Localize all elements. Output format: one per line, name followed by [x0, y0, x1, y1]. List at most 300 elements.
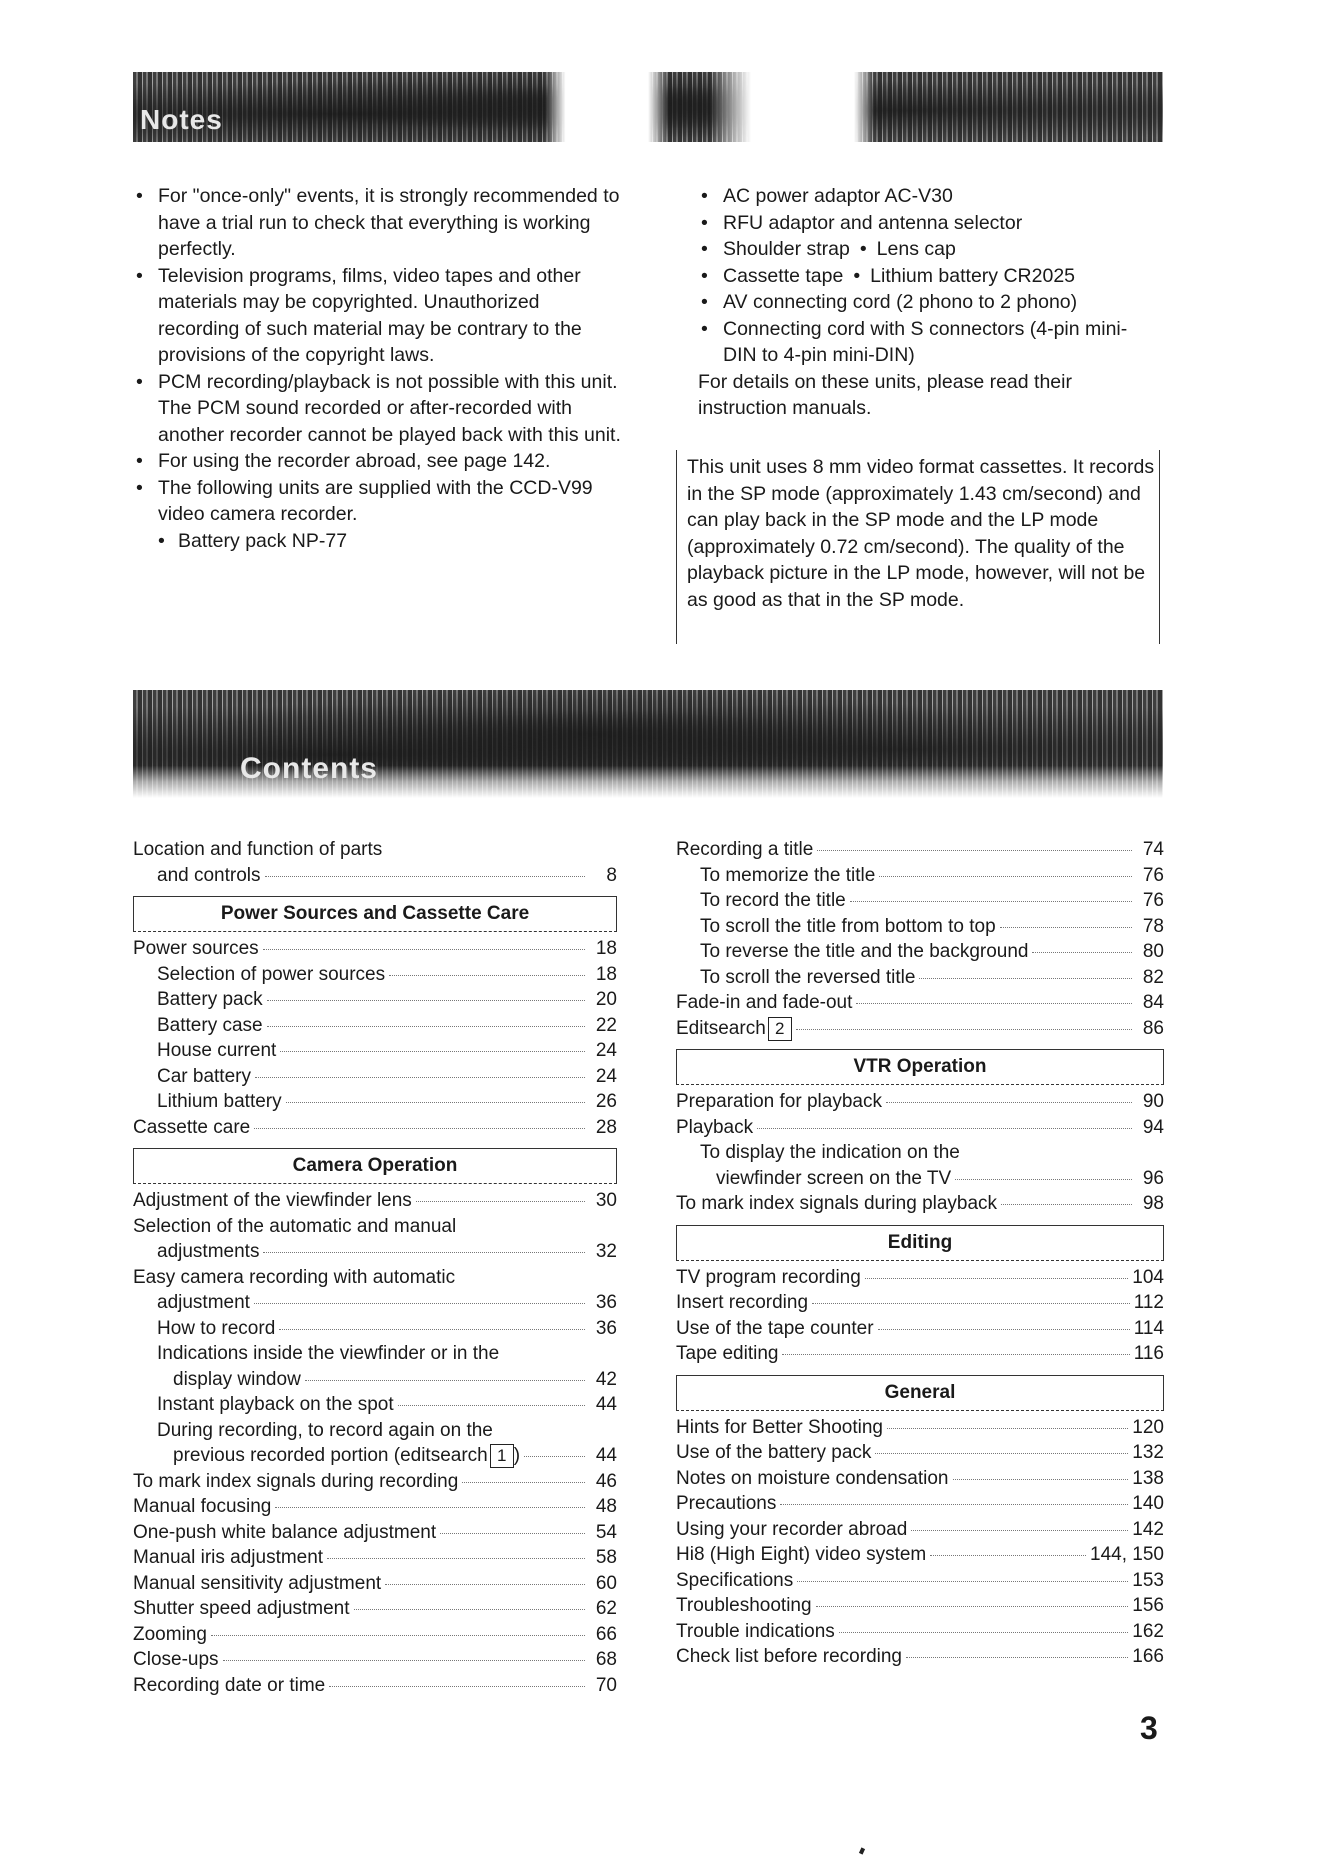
toc-page-number: 22: [595, 1014, 617, 1036]
toc-entry-text: To mark index signals during recording: [133, 1470, 459, 1492]
dot-leader: [254, 1303, 585, 1304]
dot-leader: [286, 1102, 585, 1103]
toc-entry: [133, 1392, 617, 1418]
toc-page-number: 140: [1132, 1493, 1164, 1514]
toc-entry: [676, 837, 1164, 863]
toc-entry-text: Battery pack: [157, 989, 263, 1010]
toc-section-heading: Power Sources and Cassette Care: [133, 896, 617, 932]
toc-page-number: 8: [606, 864, 617, 886]
toc-entry-title: [157, 1316, 275, 1342]
toc-entry-text: To reverse the title and the background: [700, 941, 1029, 962]
toc-entry-row: [676, 888, 1164, 914]
dot-leader: [850, 901, 1132, 902]
toc-entry-title: [157, 1013, 263, 1039]
dot-leader: [816, 1606, 1129, 1607]
dot-leader: [254, 1128, 585, 1129]
toc-entry-title: [676, 1466, 949, 1492]
toc-page-number: 70: [595, 1674, 617, 1696]
editsearch-number-box: 1: [490, 1444, 514, 1468]
toc-entry: [676, 1491, 1164, 1517]
toc-entry: [676, 1016, 1164, 1042]
toc-entry-text: Car battery: [157, 1065, 251, 1087]
dot-leader: [263, 949, 585, 950]
dot-leader: [886, 1102, 1132, 1103]
toc-entry: [133, 1265, 617, 1316]
dot-leader: [255, 1077, 585, 1078]
toc-entry-text: Hints for Better Shooting: [676, 1416, 883, 1438]
toc-entry: [676, 1644, 1164, 1670]
toc-entry: [676, 1568, 1164, 1594]
dot-leader: [1032, 952, 1132, 953]
dot-leader: [416, 1201, 585, 1202]
bullet-separator: •: [859, 238, 867, 260]
toc-left-column: [133, 837, 617, 1698]
toc-entry: [133, 1673, 617, 1699]
toc-entry-title: [133, 1188, 412, 1214]
note-item-part: Lithium battery CR2025: [870, 264, 1076, 287]
toc-entry-row: [676, 1191, 1164, 1217]
toc-entry-title: [157, 1038, 276, 1064]
toc-entry-title: [676, 990, 852, 1016]
cassette-info-text: This unit uses 8 mm video format cassettes. It records in the SP mode (approximately 1.43 cm/second) and can play back in the SP mode and the LP mode (approximately 0.72 cm/second). The quality of the playback picture in the LP mode, however, will not be as good as that in the SP mode.: [687, 456, 1155, 611]
toc-entry-text: adjustment: [157, 1292, 250, 1313]
toc-entry: [133, 1341, 617, 1392]
toc-entry: [676, 914, 1164, 940]
toc-entry-title: [700, 863, 875, 889]
dot-leader: [280, 1051, 585, 1052]
toc-entry-title: [700, 939, 1028, 965]
toc-entry-row: [133, 1239, 617, 1265]
toc-entry-row: [133, 1064, 617, 1090]
toc-page-number: 24: [595, 1040, 617, 1061]
toc-entry-title: [676, 1016, 792, 1042]
toc-entry-row: [133, 1469, 617, 1495]
toc-entry: [676, 1341, 1164, 1367]
notes-right-column: [698, 183, 1158, 422]
toc-entry-title: [676, 1415, 883, 1441]
toc-entry-row: [676, 1644, 1164, 1670]
toc-entry-row: [676, 1491, 1164, 1517]
toc-page-number: 98: [1142, 1193, 1164, 1214]
dot-leader: [211, 1635, 585, 1636]
toc-page-number: 36: [595, 1317, 617, 1339]
toc-page-number: 162: [1132, 1620, 1164, 1642]
toc-entry-row: [676, 1415, 1164, 1441]
toc-entry-row: [133, 1494, 617, 1520]
toc-page-number: 20: [595, 989, 617, 1010]
toc-entry-row: [133, 1673, 617, 1699]
toc-entry-row: [676, 1619, 1164, 1645]
toc-entry-text: Instant playback on the spot: [157, 1394, 394, 1415]
notes-left-list: [133, 183, 623, 554]
toc-entry-row: [676, 1115, 1164, 1141]
toc-entry: [676, 965, 1164, 991]
toc-entry-title: [157, 987, 263, 1013]
toc-entry-row: [676, 939, 1164, 965]
toc-entry-title: [133, 1571, 381, 1597]
dot-leader: [796, 1029, 1132, 1030]
dot-leader: [223, 1660, 585, 1661]
dot-leader: [839, 1632, 1129, 1633]
dot-leader: [389, 975, 585, 976]
toc-entry-row: [133, 1520, 617, 1546]
toc-entry: [676, 1290, 1164, 1316]
toc-entry-text: Editsearch: [676, 1017, 766, 1039]
toc-section-heading: General: [676, 1375, 1164, 1411]
toc-entry-row: [676, 965, 1164, 991]
toc-entry-row: [676, 1316, 1164, 1342]
toc-entry-title: [676, 1593, 812, 1619]
dot-leader: [1001, 1204, 1132, 1205]
toc-entry-title: [173, 1367, 301, 1393]
toc-entry-title: [676, 1265, 861, 1291]
toc-entry-row: [676, 837, 1164, 863]
toc-entry-row: [676, 1341, 1164, 1367]
toc-entry-row: [133, 1622, 617, 1648]
toc-entry-title: [676, 1115, 753, 1141]
toc-page-number: 112: [1133, 1292, 1164, 1313]
notes-banner-title: Notes: [140, 104, 223, 135]
toc-entry: [133, 936, 617, 962]
toc-entry-text: Specifications: [676, 1569, 794, 1591]
toc-page-number: 32: [595, 1241, 617, 1262]
toc-entry: [133, 1622, 617, 1648]
toc-page-number: 76: [1142, 864, 1164, 886]
toc-entry-title: [676, 1316, 874, 1342]
toc-entry-text: Precautions: [676, 1493, 777, 1514]
toc-entry-title: [157, 1089, 282, 1115]
dot-leader: [265, 876, 585, 877]
toc-section-heading: Camera Operation: [133, 1148, 617, 1184]
toc-entry: [676, 1089, 1164, 1115]
toc-entry-title: [133, 1115, 250, 1141]
toc-entry-text: adjustments: [157, 1241, 260, 1262]
toc-entry-text: Hi8 (High Eight) video system: [676, 1544, 927, 1565]
dot-leader: [797, 1581, 1128, 1582]
toc-page-number: 116: [1133, 1343, 1164, 1364]
toc-entry-text: Trouble indications: [676, 1620, 835, 1642]
toc-entry-text: Playback: [676, 1116, 754, 1138]
note-item: • AC power adaptor AC-V30: [698, 183, 1158, 210]
toc-entry: [133, 1571, 617, 1597]
toc-entry-title: [157, 962, 385, 988]
note-item: • For using the recorder abroad, see page 142.: [133, 448, 623, 475]
dot-leader: [911, 1530, 1128, 1531]
toc-entry-text: Lithium battery: [157, 1091, 282, 1112]
dot-leader: [305, 1380, 585, 1381]
toc-entry-row: [676, 1290, 1164, 1316]
dot-leader: [875, 1453, 1128, 1454]
toc-entry: [133, 1494, 617, 1520]
dot-leader: [329, 1686, 585, 1687]
note-paragraph: For details on these units, please read their instruction manuals.: [698, 370, 1072, 419]
toc-entry-title: [700, 914, 996, 940]
dot-leader: [865, 1278, 1129, 1279]
dot-leader: [279, 1329, 585, 1330]
toc-page-number: 30: [595, 1190, 617, 1211]
toc-entry-text: viewfinder screen on the TV: [716, 1167, 952, 1189]
notes-right-list: [698, 183, 1158, 422]
toc-entry-text: Check list before recording: [676, 1646, 902, 1667]
toc-entry-text: Recording a title: [676, 839, 814, 860]
toc-entry-text: display window: [173, 1368, 301, 1390]
toc-entry-title: [157, 1064, 251, 1090]
toc-page-number: 18: [595, 938, 617, 959]
toc-entry-text: Manual sensitivity adjustment: [133, 1572, 382, 1594]
toc-entry-text: Using your recorder abroad: [676, 1518, 908, 1540]
toc-entry-text: Manual iris adjustment: [133, 1547, 324, 1568]
toc-entry-text: How to record: [157, 1317, 276, 1339]
toc-entry-line: Location and function of parts: [133, 839, 383, 860]
toc-section-heading: Editing: [676, 1225, 1164, 1261]
toc-entry-row: [133, 1443, 617, 1469]
toc-entry-row: [676, 1466, 1164, 1492]
toc-page-number: 48: [595, 1496, 617, 1517]
toc-entry: [676, 863, 1164, 889]
toc-entry: [133, 962, 617, 988]
dot-leader: [953, 1479, 1129, 1480]
dot-leader: [812, 1303, 1130, 1304]
note-item: • RFU adaptor and antenna selector: [698, 210, 1158, 237]
toc-page-number: 68: [595, 1649, 617, 1670]
note-item: • Connecting cord with S connectors (4-pin mini-DIN to 4-pin mini-DIN): [698, 316, 1158, 369]
toc-entry-row: [133, 1038, 617, 1064]
toc-entry-row: [133, 936, 617, 962]
toc-entry: [676, 1415, 1164, 1441]
dot-leader: [919, 978, 1132, 979]
toc-entry: [133, 1647, 617, 1673]
note-item: • The following units are supplied with the CCD-V99 video camera recorder.: [133, 475, 623, 528]
toc-entry-text: Troubleshooting: [676, 1595, 812, 1616]
dot-leader: [780, 1504, 1128, 1505]
toc-page-number: 58: [595, 1547, 617, 1568]
toc-entry-text: TV program recording: [676, 1266, 861, 1288]
toc-entry-text: Recording date or time: [133, 1674, 326, 1696]
contents-banner-title: Contents: [240, 752, 378, 785]
toc-entry-text: Cassette care: [133, 1116, 251, 1138]
toc-entry-row: [676, 1265, 1164, 1291]
toc-entry-title: [157, 863, 261, 889]
note-item: [698, 263, 1158, 290]
toc-entry-row: [133, 1188, 617, 1214]
page-number: 3: [1140, 1710, 1158, 1746]
toc-entry: [133, 1469, 617, 1495]
toc-entry-title: [700, 965, 915, 991]
toc-entry-title: [133, 1673, 325, 1699]
toc-right-column: [676, 837, 1164, 1670]
toc-entry-title: [676, 1440, 871, 1466]
dot-leader: [1000, 927, 1132, 928]
dot-leader: [906, 1657, 1128, 1658]
toc-page-number: 60: [595, 1572, 617, 1594]
toc-entry-row: [676, 1568, 1164, 1594]
toc-entry-title: [133, 1647, 219, 1673]
toc-page-number: 74: [1142, 839, 1164, 860]
dot-leader: [887, 1428, 1128, 1429]
toc-entry-title: [157, 1239, 259, 1265]
toc-page-number: 24: [595, 1065, 617, 1087]
toc-entry-text: Adjustment of the viewfinder lens: [133, 1190, 412, 1211]
toc-entry-line: Selection of the automatic and manual: [133, 1215, 457, 1237]
toc-page-number: 66: [595, 1623, 617, 1645]
toc-page-number: 82: [1142, 966, 1164, 988]
toc-entry: [676, 1619, 1164, 1645]
toc-entry-text: Shutter speed adjustment: [133, 1598, 350, 1619]
toc-entry-text: Tape editing: [676, 1343, 779, 1364]
toc-entry-row: [133, 1115, 617, 1141]
toc-entry-text: previous recorded portion (editsearch: [173, 1445, 488, 1466]
toc-entry: [133, 1418, 617, 1469]
toc-entry-row: [676, 1593, 1164, 1619]
toc-entry: [676, 1316, 1164, 1342]
toc-entry: [133, 1064, 617, 1090]
toc-entry-text: Manual focusing: [133, 1496, 272, 1517]
toc-entry-title: [700, 888, 846, 914]
toc-entry-text: Zooming: [133, 1623, 207, 1645]
toc-entry: [676, 939, 1164, 965]
toc-entry: [133, 1316, 617, 1342]
toc-entry-row: [676, 1542, 1164, 1568]
toc-entry-row: [133, 1316, 617, 1342]
toc-entry-text: To mark index signals during playback: [676, 1193, 998, 1214]
toc-page-number: 42: [595, 1368, 617, 1390]
toc-entry-row: [133, 1571, 617, 1597]
toc-entry-title: [133, 1545, 323, 1571]
toc-page-number: 166: [1132, 1646, 1164, 1667]
dot-leader: [878, 1329, 1130, 1330]
toc-entry: [676, 1265, 1164, 1291]
toc-entry-title: [676, 1644, 902, 1670]
toc-entry-row: [133, 1545, 617, 1571]
toc-entry-row: [133, 987, 617, 1013]
dot-leader: [354, 1609, 585, 1610]
toc-page-number: 44: [595, 1445, 617, 1466]
toc-entry-title: [133, 936, 259, 962]
dot-leader: [385, 1584, 585, 1585]
toc-entry-row: [676, 1517, 1164, 1543]
toc-entry-text: To scroll the title from bottom to top: [700, 915, 996, 937]
toc-entry-text: To memorize the title: [700, 864, 876, 886]
dot-leader: [267, 1026, 585, 1027]
toc-page-number: 28: [595, 1116, 617, 1138]
toc-entry-row: [676, 1440, 1164, 1466]
toc-entry-text: Close-ups: [133, 1649, 219, 1670]
toc-entry-row: [676, 1089, 1164, 1115]
toc-page-number: 138: [1132, 1467, 1164, 1489]
toc-entry-title: [133, 1469, 458, 1495]
toc-entry-row: [676, 863, 1164, 889]
toc-entry-title: [676, 1517, 907, 1543]
toc-page-number: 144, 150: [1090, 1544, 1164, 1565]
toc-entry: [676, 888, 1164, 914]
toc-entry: [133, 987, 617, 1013]
toc-page-number: 84: [1142, 992, 1164, 1013]
toc-entry-row: [133, 1290, 617, 1316]
dot-leader: [930, 1555, 1086, 1556]
note-item: • For "once-only" events, it is strongly recommended to have a trial run to check that everything is working perfectly.: [133, 183, 623, 263]
toc-entry-text: Insert recording: [676, 1292, 809, 1313]
toc-entry-row: [133, 1392, 617, 1418]
toc-entry: [676, 1440, 1164, 1466]
toc-entry-line: Indications inside the viewfinder or in the: [157, 1343, 500, 1364]
toc-entry-title: [676, 1619, 835, 1645]
toc-page-number: 156: [1132, 1595, 1164, 1616]
toc-entry-text: Power sources: [133, 938, 259, 959]
dot-leader: [757, 1128, 1132, 1129]
toc-page-number: 36: [595, 1292, 617, 1313]
toc-entry-row: [133, 1089, 617, 1115]
toc-entry-row: [676, 1166, 1164, 1192]
toc-entry-text: Preparation for playback: [676, 1091, 882, 1112]
toc-entry-title: [173, 1443, 520, 1469]
toc-page-number: 44: [595, 1394, 617, 1415]
toc-entry-row: [133, 1367, 617, 1393]
toc-entry-title: [133, 1622, 207, 1648]
toc-entry-row: [676, 914, 1164, 940]
note-item-part: Shoulder strap: [723, 238, 850, 260]
toc-entry-row: [133, 962, 617, 988]
dot-leader: [879, 876, 1132, 877]
toc-entry-text: Use of the battery pack: [676, 1442, 872, 1463]
toc-entry-title: [676, 1491, 776, 1517]
toc-entry: [133, 1214, 617, 1265]
toc-page-number: 104: [1132, 1266, 1164, 1288]
toc-entry: [676, 1115, 1164, 1141]
toc-entry: [676, 1542, 1164, 1568]
dot-leader: [440, 1533, 585, 1534]
editsearch-number-box: 2: [768, 1017, 792, 1041]
toc-page-number: 80: [1142, 941, 1164, 962]
dot-leader: [462, 1482, 585, 1483]
dot-leader: [398, 1405, 585, 1406]
cassette-info-box: [676, 450, 1160, 644]
toc-entry-text: To scroll the reversed title: [700, 966, 916, 988]
toc-entry-row: [676, 990, 1164, 1016]
toc-entry-text: To record the title: [700, 890, 846, 911]
toc-entry-title: [133, 1596, 350, 1622]
toc-page-number: 132: [1132, 1442, 1164, 1463]
toc-entry-title: [676, 1191, 997, 1217]
note-item: [698, 236, 1158, 263]
toc-page-number: 54: [595, 1521, 617, 1543]
toc-page-number: 142: [1132, 1518, 1164, 1540]
dot-leader: [955, 1179, 1132, 1180]
dot-leader: [267, 1000, 585, 1001]
toc-entry-line: To display the indication on the: [700, 1142, 960, 1163]
dot-leader: [817, 850, 1132, 851]
toc-page-number: 86: [1142, 1017, 1164, 1039]
toc-entry-text: Battery case: [157, 1014, 263, 1036]
toc-entry: [133, 1520, 617, 1546]
toc-entry-row: [133, 1013, 617, 1039]
toc-page-number: 46: [595, 1470, 617, 1492]
toc-entry-title: [676, 1341, 778, 1367]
notes-banner: [133, 72, 1163, 142]
toc-entry: [133, 1188, 617, 1214]
toc-page-number: 114: [1133, 1317, 1164, 1339]
note-item-part: Cassette tape: [723, 264, 844, 287]
toc-entry-line: Easy camera recording with automatic: [133, 1266, 456, 1288]
toc-entry-line: During recording, to record again on the: [157, 1419, 493, 1441]
dot-leader: [782, 1354, 1129, 1355]
dot-leader: [275, 1507, 585, 1508]
toc-entry-text: Notes on moisture condensation: [676, 1467, 949, 1489]
toc-entry-row: [133, 1596, 617, 1622]
toc-page-number: 26: [595, 1091, 617, 1112]
note-item: • AV connecting cord (2 phono to 2 phono): [698, 289, 1158, 316]
note-item: • PCM recording/playback is not possible with this unit. The PCM sound recorded or after-recorded with another recorder cannot be played back with this unit.: [133, 369, 623, 449]
toc-entry-title: [676, 1568, 793, 1594]
